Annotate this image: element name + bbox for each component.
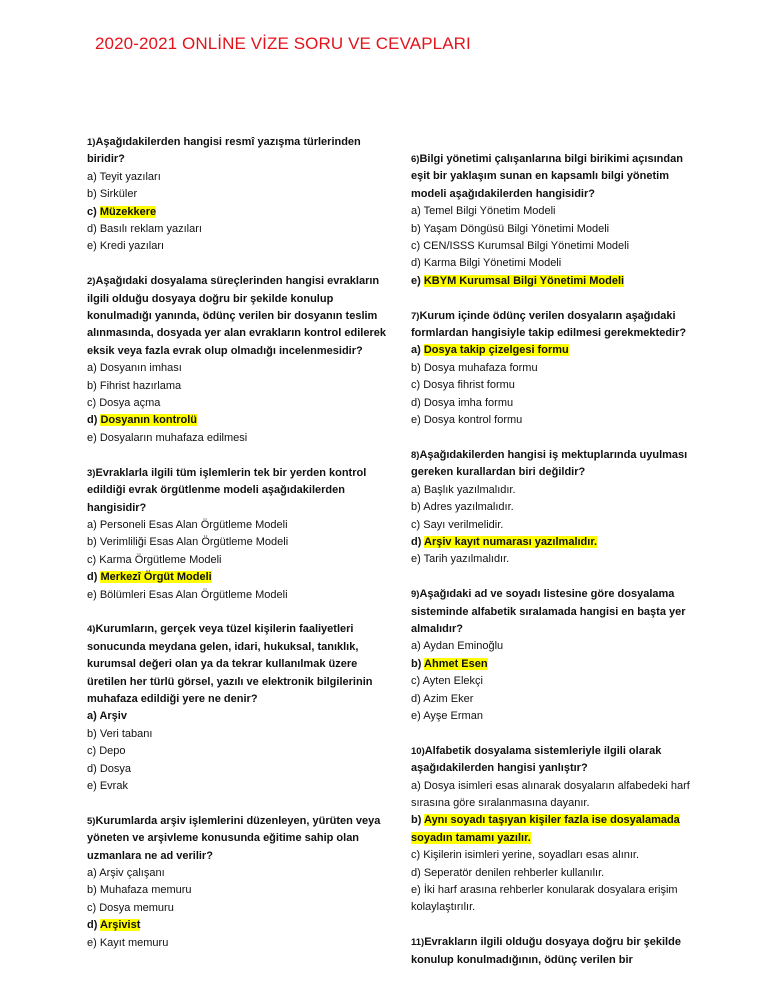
- answer-option-correct: [411, 273, 701, 290]
- option-text: CEN/ISSS Kurumsal Bilgi Yönetimi Modeli: [423, 240, 630, 253]
- question-number: 5): [87, 815, 96, 827]
- option-letter: e): [411, 884, 424, 896]
- option-text: Azim Eker: [423, 692, 474, 705]
- option-letter: c): [411, 379, 424, 392]
- option-letter: a): [411, 344, 424, 357]
- question-stem: Kurumlarda arşiv işlemlerini düzenleyen, yürüten veya yöneten ve arşivleme konusunda eğitime sahip olan uzmanlara ne ad verilir?: [87, 814, 381, 862]
- answer-option: [87, 430, 387, 447]
- option-letter: e): [411, 414, 424, 427]
- answer-option: [87, 778, 387, 795]
- question-block: [87, 465, 387, 604]
- question-stem: Alfabetik dosyalama sistemleriyle ilgili olarak aşağıdakilerden hangisi yanlıştır?: [411, 744, 662, 775]
- question-stem: Evraklarla ilgili tüm işlemlerin tek bir yerden kontrol edildiği evrak örgütlenme modeli aşağıdakilerden hangisidir?: [87, 466, 367, 514]
- question-number: 2): [87, 276, 96, 288]
- option-letter: a): [87, 867, 100, 879]
- answer-option: [87, 552, 387, 569]
- option-text: Temel Bilgi Yönetim Modeli: [423, 205, 556, 218]
- option-text: Ayşe Erman: [423, 709, 483, 722]
- option-letter: b): [411, 657, 425, 670]
- answer-option-correct: [87, 569, 387, 586]
- question-stem: Kurumların, gerçek veya tüzel kişilerin faaliyetleri sonucunda meydana gelen, idari, hukuksal, tanıklık, kurumsal değeri olan ya da tekrar kullanılmak üzere üretilen her türlü görsel, yazılı ve elektronik bilgilerinin muhafaza edildiği yere ne denir?: [87, 623, 373, 705]
- answer-option-correct: [87, 708, 387, 725]
- option-letter: a): [411, 205, 424, 218]
- answer-option: [87, 221, 387, 238]
- option-letter: b): [411, 501, 424, 514]
- left-question-column: [87, 134, 387, 969]
- option-text: Arşiv çalışanı: [99, 867, 165, 879]
- answer-option: [87, 360, 387, 377]
- option-text: Müzekkere: [99, 205, 157, 218]
- right-question-column: [411, 151, 701, 986]
- answer-option: [87, 726, 387, 743]
- answer-option: [411, 203, 701, 220]
- option-text: Kredi yazıları: [99, 240, 165, 253]
- answer-option: [411, 395, 701, 412]
- option-letter: c): [411, 518, 424, 531]
- option-letter: a): [87, 518, 100, 531]
- option-text: Kişilerin isimleri yerine, soyadları esas alınır.: [423, 849, 640, 862]
- question-stem: Bilgi yönetimi çalışanlarına bilgi birikimi açısından eşit bir yaklaşım sunan en kapsamlı bilgi yönetim modeli aşağıdakilerden hangisidir?: [411, 153, 683, 200]
- question-block: [411, 447, 701, 569]
- question-block: [87, 273, 387, 447]
- option-text: Dosyanın kontrolü: [100, 414, 198, 427]
- question-block: [411, 308, 701, 430]
- question-text: [411, 586, 701, 638]
- option-text: Personeli Esas Alan Örgütleme Modeli: [99, 518, 288, 531]
- question-number: 3): [87, 467, 96, 479]
- option-letter: d): [87, 919, 101, 932]
- option-letter: e): [411, 553, 424, 566]
- question-block: [411, 743, 701, 917]
- answer-option: [411, 412, 701, 429]
- option-text: Sirküler: [99, 188, 138, 201]
- option-text: Arşiv kayıt numarası yazılmalıdır.: [424, 535, 598, 548]
- answer-option: [411, 377, 701, 394]
- answer-option: [87, 935, 387, 952]
- question-stem: Evrakların ilgili olduğu dosyaya doğru bir şekilde konulup konulmadığının, ödünç verilen bir: [411, 936, 681, 966]
- question-block: [411, 586, 701, 725]
- option-text: Dosyaların muhafaza edilmesi: [99, 431, 248, 444]
- answer-option: [87, 882, 387, 899]
- answer-option: [411, 551, 701, 568]
- option-text: Aydan Eminoğlu: [423, 640, 504, 653]
- answer-option: [411, 360, 701, 377]
- answer-option: [411, 865, 701, 882]
- option-text: Bölümleri Esas Alan Örgütleme Modeli: [99, 588, 288, 601]
- answer-option: [411, 517, 701, 534]
- option-letter: e): [411, 274, 424, 287]
- option-text: Veri tabanı: [99, 727, 153, 740]
- option-text: Basılı reklam yazıları: [99, 223, 202, 236]
- answer-option: [87, 517, 387, 534]
- question-stem: Aşağıdakilerden hangisi resmî yazışma türlerinden biridir?: [87, 136, 361, 166]
- question-number: 7): [411, 310, 420, 322]
- option-letter: c): [87, 745, 100, 758]
- answer-option: [87, 761, 387, 778]
- option-letter: d): [87, 571, 101, 584]
- option-text: İki harf arasına rehberler konularak dosyalara erişim kolaylaştırılır.: [411, 884, 678, 914]
- option-text: Dosya isimleri esas alınarak dosyaların alfabedeki harf sırasına göre sıralanmasına dayanır.: [411, 779, 690, 809]
- option-letter: e): [87, 936, 100, 949]
- option-letter: c): [87, 901, 100, 914]
- option-text: Yaşam Döngüsü Bilgi Yönetimi Modeli: [423, 222, 610, 235]
- answer-option-correct: [87, 412, 387, 429]
- question-text: [411, 447, 701, 482]
- answer-option-correct: [87, 917, 387, 934]
- question-block: [411, 934, 701, 969]
- option-letter: c): [87, 397, 100, 410]
- option-text: Seperatör denilen rehberler kullanılır.: [423, 866, 605, 879]
- answer-option-correct: [87, 204, 387, 221]
- answer-option: [411, 708, 701, 725]
- option-letter: d): [87, 762, 100, 775]
- answer-option: [87, 238, 387, 255]
- option-text: Muhafaza memuru: [99, 884, 192, 897]
- option-letter: b): [87, 536, 100, 549]
- answer-option: [87, 743, 387, 760]
- option-letter: d): [411, 866, 424, 879]
- question-block: [87, 134, 387, 256]
- option-letter: b): [87, 884, 100, 897]
- question-stem: Kurum içinde ödünç verilen dosyaların aşağıdaki formlardan hangisiyle takip edilmesi gerekmektedir?: [411, 309, 687, 340]
- option-letter: b): [411, 222, 424, 235]
- option-text: Sayı verilmelidir.: [423, 518, 504, 531]
- answer-option-correct: [411, 342, 701, 359]
- option-letter: e): [87, 431, 100, 444]
- question-block: [411, 151, 701, 290]
- option-text: Dosya kontrol formu: [423, 414, 523, 427]
- question-stem: Aşağıdakilerden hangisi iş mektuplarında uyulması gereken kurallardan biri değildir?: [411, 448, 688, 479]
- answer-option: [87, 534, 387, 551]
- question-number: 6): [411, 154, 420, 165]
- question-number: 8): [411, 449, 420, 461]
- option-letter: d): [411, 535, 425, 548]
- option-letter: d): [87, 223, 100, 236]
- option-letter: a): [87, 362, 100, 375]
- option-text: Dosya takip çizelgesi formu: [423, 344, 569, 357]
- answer-option: [411, 778, 701, 813]
- answer-option: [411, 499, 701, 516]
- answer-option-correct: [411, 534, 701, 551]
- question-text: [411, 308, 701, 343]
- option-letter: a): [411, 483, 424, 496]
- option-text: Karma Örgütleme Modeli: [99, 553, 222, 566]
- option-text: Dosyanın imhası: [99, 362, 182, 375]
- option-text: Ayten Elekçi: [422, 675, 483, 688]
- option-letter: c): [411, 675, 423, 688]
- option-text: Tarih yazılmalıdır.: [423, 553, 510, 566]
- option-letter: e): [87, 240, 100, 253]
- option-letter: a): [87, 170, 100, 183]
- option-text: Aynı soyadı taşıyan kişiler fazla ise dosyalamada soyadın tamamı yazılır.: [411, 814, 680, 844]
- answer-option: [87, 587, 387, 604]
- answer-option: [87, 378, 387, 395]
- option-text: Arşivist: [100, 919, 141, 932]
- option-letter: b): [87, 188, 100, 201]
- option-letter: c): [87, 553, 100, 566]
- answer-option: [411, 691, 701, 708]
- option-letter: e): [87, 588, 100, 601]
- question-stem: Aşağıdaki dosyalama süreçlerinden hangisi evrakların ilgili olduğu dosyaya doğru bir şekilde konulup konulmadığı yanında, ödünç verilen bir dosyanın teslim alınmasında, dosyada yer alan evrakların kontrol edilerek eksik veya fazla evrak olup olmadığı incelenmesidir?: [87, 275, 386, 357]
- option-letter: e): [411, 709, 424, 722]
- question-text: [87, 273, 387, 360]
- option-text: Dosya muhafaza formu: [423, 361, 538, 374]
- question-number: 10): [411, 745, 425, 757]
- option-text: Teyit yazıları: [99, 170, 161, 183]
- option-letter: b): [87, 379, 100, 392]
- question-text: [87, 134, 387, 169]
- answer-option: [411, 673, 701, 690]
- option-text: Verimliliği Esas Alan Örgütleme Modeli: [99, 536, 289, 549]
- document-title: 2020-2021 ONLİNE VİZE SORU VE CEVAPLARI: [95, 34, 471, 53]
- option-text: Dosya açma: [99, 397, 161, 410]
- option-letter: d): [411, 257, 424, 270]
- question-number: 9): [411, 589, 420, 601]
- answer-option: [87, 186, 387, 203]
- answer-option: [411, 221, 701, 238]
- answer-option-correct: [411, 812, 701, 847]
- question-block: [87, 621, 387, 795]
- question-text: [411, 151, 701, 203]
- question-text: [87, 621, 387, 708]
- answer-option: [87, 865, 387, 882]
- answer-option: [87, 900, 387, 917]
- answer-option: [411, 482, 701, 499]
- question-text: [411, 934, 701, 969]
- option-text: Dosya: [99, 762, 132, 775]
- option-text: Adres yazılmalıdır.: [423, 501, 514, 514]
- option-text: Başlık yazılmalıdır.: [423, 483, 516, 496]
- answer-option: [411, 882, 701, 917]
- answer-option: [411, 255, 701, 272]
- option-text: KBYM Kurumsal Bilgi Yönetimi Modeli: [423, 274, 625, 287]
- option-letter: c): [411, 240, 424, 253]
- question-number: 1): [87, 137, 96, 148]
- option-letter: d): [411, 692, 424, 705]
- question-number: 4): [87, 624, 96, 636]
- question-stem: Aşağıdaki ad ve soyadı listesine göre dosyalama sisteminde alfabetik sıralamada hangisi en başta yer almalıdır?: [411, 588, 686, 635]
- question-text: [87, 465, 387, 517]
- question-block: [87, 813, 387, 952]
- option-letter: d): [411, 396, 424, 409]
- option-text: Evrak: [99, 779, 128, 792]
- option-text: Ahmet Esen: [424, 657, 488, 670]
- option-letter: b): [411, 361, 424, 374]
- option-text: Fihrist hazırlama: [99, 379, 182, 392]
- option-text: Merkezî Örgüt Modeli: [100, 571, 212, 584]
- question-text: [411, 743, 701, 778]
- option-text: Dosya memuru: [99, 901, 174, 914]
- option-text: Dosya imha formu: [423, 396, 514, 409]
- answer-option: [87, 169, 387, 186]
- answer-option: [411, 238, 701, 255]
- option-letter: d): [87, 414, 101, 427]
- option-text: Dosya fihrist formu: [423, 379, 515, 392]
- option-text: Karma Bilgi Yönetimi Modeli: [423, 257, 562, 270]
- option-letter: a): [411, 640, 424, 653]
- option-text: Depo: [99, 745, 126, 758]
- answer-option: [411, 847, 701, 864]
- answer-option: [87, 395, 387, 412]
- question-number: 11): [411, 937, 425, 949]
- option-letter: c): [87, 205, 100, 218]
- option-letter: b): [411, 814, 425, 827]
- option-letter: a): [87, 710, 100, 723]
- option-letter: e): [87, 779, 100, 792]
- option-letter: c): [411, 849, 424, 862]
- option-letter: a): [411, 779, 424, 792]
- option-text: Arşiv: [99, 710, 127, 723]
- answer-option: [411, 638, 701, 655]
- question-text: [87, 813, 387, 865]
- option-letter: b): [87, 727, 100, 740]
- option-text: Kayıt memuru: [99, 936, 169, 949]
- answer-option-correct: [411, 656, 701, 673]
